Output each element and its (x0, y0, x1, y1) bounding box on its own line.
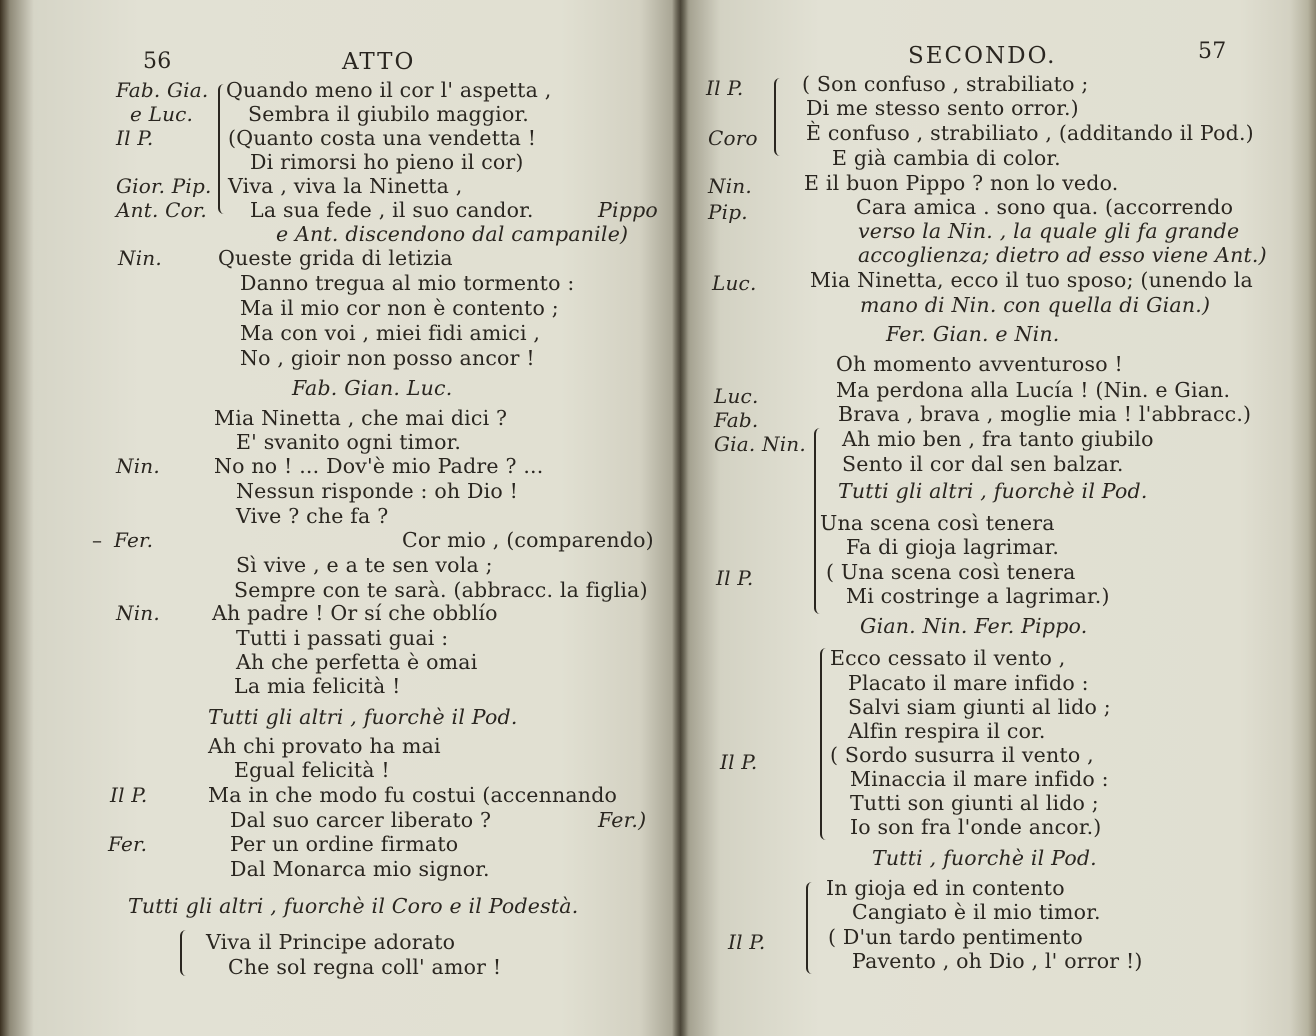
verse-line: Sembra il giubilo maggior. (248, 102, 529, 126)
stage-heading: Tutti gli altri , fuorchè il Pod. (208, 705, 518, 729)
verse-line: Che sol regna coll' amor ! (228, 955, 502, 979)
verse-line: Dal Monarca mio signor. (230, 857, 490, 881)
speaker-label: Nin. (118, 246, 162, 270)
brace (180, 930, 190, 976)
verse-line: Ah che perfetta è omai (236, 650, 478, 674)
verse-line: Ecco cessato il vento , (830, 646, 1066, 670)
verse-line: Alfin respira il cor. (848, 719, 1046, 743)
verse-line: No no ! ... Dov'è mio Padre ? ... (214, 454, 544, 478)
verse-line: In gioja ed in contento (826, 876, 1065, 900)
verse-line: Pavento , oh Dio , l' orror !) (852, 949, 1143, 973)
stage-heading: Fer. Gian. e Nin. (886, 322, 1060, 346)
speaker-label: Fer. (114, 528, 154, 552)
book-gutter (672, 0, 688, 1036)
verse-line: Sento il cor dal sen balzar. (842, 452, 1124, 476)
speaker-label: Il P. (716, 566, 754, 590)
verse-line: E già cambia di color. (832, 146, 1061, 170)
verse-line: Salvi siam giunti al lido ; (848, 695, 1111, 719)
verse-line: Ma perdona alla Lucía ! (Nin. e Gian. (836, 378, 1231, 402)
verse-line: Queste grida di letizia (218, 246, 453, 270)
verse-line: Ah chi provato ha mai (208, 734, 441, 758)
verse-line: E' svanito ogni timor. (236, 430, 462, 454)
speaker-label: Fab. (714, 408, 759, 432)
verse-line: Ah padre ! Or sí che obblío (212, 601, 498, 625)
verse-line: Mia Ninetta, ecco il tuo sposo; (unendo la (810, 268, 1253, 292)
speaker-label: Gia. Nin. (714, 432, 806, 456)
stage-heading: Fab. Gian. Luc. (292, 376, 453, 400)
brace (774, 78, 784, 156)
verse-line: Io son fra l'onde ancor.) (850, 815, 1102, 839)
verse-line: Minaccia il mare infido : (850, 767, 1109, 791)
speaker-label: Nin. (116, 454, 160, 478)
verse-line: Egual felicità ! (234, 758, 390, 782)
stage-direction: mano di Nin. con quella di Gian.) (860, 293, 1211, 317)
verse-line: Mia Ninetta , che mai dici ? (214, 406, 508, 430)
stage-heading: Tutti gli altri , fuorchè il Pod. (838, 479, 1148, 503)
verse-line: Una scena così tenera (820, 511, 1055, 535)
verse-line: Ah mio ben , fra tanto giubilo (842, 427, 1154, 451)
speaker-label: Fab. Gia. (116, 78, 209, 102)
brace (806, 882, 816, 974)
verse-line: Quando meno il cor l' aspetta , (226, 78, 552, 102)
verse-line: ( Son confuso , strabiliato ; (802, 72, 1089, 96)
verse-line: Cara amica . sono qua. (accorrendo (856, 195, 1234, 219)
verse-line: Per un ordine firmato (230, 832, 459, 856)
verse-line: ( Una scena così tenera (826, 560, 1076, 584)
brace (820, 648, 830, 840)
speaker-label: e Luc. (130, 102, 194, 126)
speaker-label: Il P. (110, 783, 148, 807)
verse-line: Ma in che modo fu costui (accennando (208, 783, 618, 807)
page-number: 56 (143, 49, 172, 74)
margin-dash: – (92, 528, 102, 552)
verse-line: Danno tregua al mio tormento : (240, 271, 575, 295)
stage-direction: verso la Nin. , la quale gli fa grande (858, 219, 1240, 243)
verse-line: No , gioir non posso ancor ! (240, 346, 535, 370)
speaker-label: Coro (708, 126, 758, 150)
verse-line: È confuso , strabiliato , (additando il Pod.) (806, 121, 1254, 145)
stage-heading: Gian. Nin. Fer. Pippo. (860, 614, 1088, 638)
verse-line: Di rimorsi ho pieno il cor) (250, 150, 524, 174)
speaker-label: Nin. (708, 174, 752, 198)
verse-line: E il buon Pippo ? non lo vedo. (804, 171, 1119, 195)
stage-heading: Tutti , fuorchè il Pod. (872, 846, 1097, 870)
verse-line: Ma con voi , miei fidi amici , (240, 321, 541, 345)
verse-line: Tutti son giunti al lido ; (850, 791, 1099, 815)
verse-line: ( D'un tardo pentimento (828, 925, 1083, 949)
verse-line: Placato il mare infido : (848, 671, 1089, 695)
speaker-label: Nin. (116, 601, 160, 625)
verse-line: Viva il Principe adorato (206, 930, 456, 954)
speaker-label: Luc. (714, 384, 759, 408)
verse-line: Dal suo carcer liberato ? (230, 808, 492, 832)
speaker-label: Il P. (720, 750, 758, 774)
speaker-label: Luc. (712, 271, 757, 295)
page-number: 57 (1198, 39, 1227, 64)
verse-line: Sempre con te sarà. (abbracc. la figlia) (234, 578, 648, 602)
stage-direction: accoglienza; dietro ad esso viene Ant.) (858, 243, 1267, 267)
speaker-label: Il P. (728, 930, 766, 954)
speaker-label: Il P. (116, 126, 154, 150)
speaker-label: Il P. (706, 76, 744, 100)
stage-direction: e Ant. discendono dal campanile) (276, 222, 629, 246)
verse-line: Cor mio , (comparendo) (402, 528, 654, 552)
verse-line: Brava , brava , moglie mia ! l'abbracc.) (838, 402, 1252, 426)
verse-line: (Quanto costa una vendetta ! (228, 126, 537, 150)
verse-line: Fa di gioja lagrimar. (846, 535, 1060, 559)
brace (218, 84, 228, 214)
speaker-label: Pip. (708, 200, 748, 224)
stage-direction: Fer.) (598, 808, 647, 832)
verse-line: Vive ? che fa ? (236, 504, 389, 528)
verse-line: Mi costringe a lagrimar.) (846, 584, 1110, 608)
running-head: SECONDO. (908, 43, 1057, 69)
verse-line: Nessun risponde : oh Dio ! (236, 479, 519, 503)
verse-line: Oh momento avventuroso ! (836, 352, 1123, 376)
stage-heading: Tutti gli altri , fuorchè il Coro e il Podestà. (128, 894, 579, 918)
verse-line: Ma il mio cor non è contento ; (240, 296, 559, 320)
verse-line: Di me stesso sento orror.) (806, 96, 1079, 120)
verse-line: Viva , viva la Ninetta , (228, 174, 463, 198)
verse-line: ( Sordo susurra il vento , (830, 743, 1094, 767)
stage-direction: Pippo (598, 198, 658, 222)
verse-line: Sì vive , e a te sen vola ; (236, 553, 493, 577)
verse-line: La sua fede , il suo candor. (250, 198, 534, 222)
right-page (680, 0, 1316, 1036)
verse-line: La mia felicità ! (234, 674, 401, 698)
speaker-label: Gior. Pip. (116, 174, 212, 198)
running-head: ATTO (342, 49, 416, 75)
speaker-label: Fer. (108, 832, 148, 856)
speaker-label: Ant. Cor. (116, 198, 207, 222)
verse-line: Cangiato è il mio timor. (852, 900, 1101, 924)
verse-line: Tutti i passati guai : (236, 626, 449, 650)
